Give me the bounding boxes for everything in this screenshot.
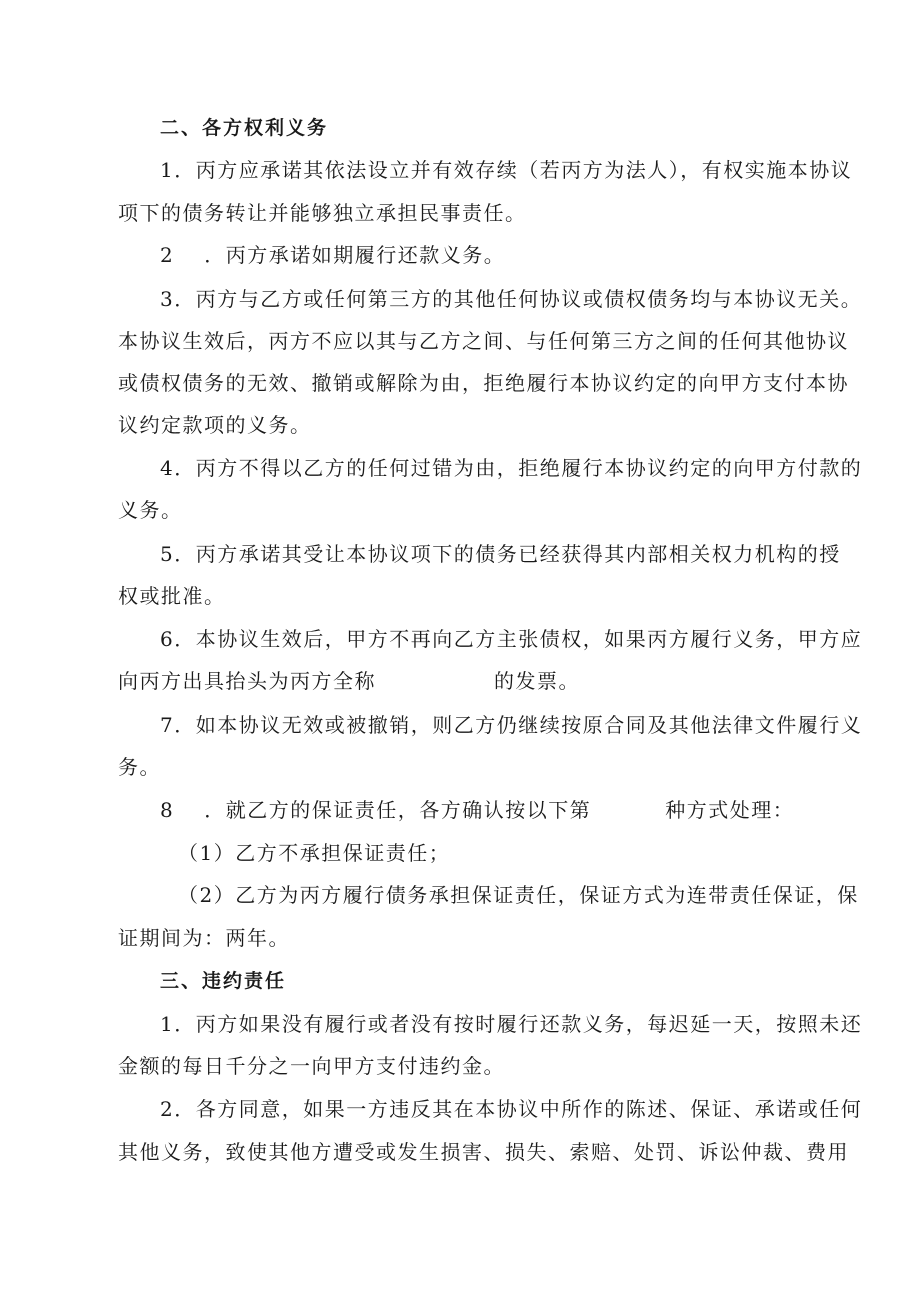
clause-7-line-1: 7．如本协议无效或被撤销，则乙方仍继续按原合同及其他法律文件履行义: [160, 713, 863, 737]
clause-6-line-2-b: 的发票。: [494, 669, 580, 693]
clause-3-line-4: 议约定款项的义务。: [118, 413, 312, 437]
clause-2-number: 2: [160, 243, 175, 267]
clause-5-line-2: 权或批准。: [118, 584, 226, 608]
clause-3-line-3: 或债权债务的无效、撤销或解除为由，拒绝履行本协议约定的向甲方支付本协: [118, 371, 849, 395]
liability-clause-2-line-1: 2．各方同意，如果一方违反其在本协议中所作的陈述、保证、承诺或任何: [160, 1097, 863, 1121]
clause-8: [160, 796, 794, 824]
liability-clause-2-line-2: 其他义务，致使其他方遭受或发生损害、损失、索赔、处罚、诉讼仲裁、费用: [118, 1140, 849, 1164]
clause-3-line-1: 3．丙方与乙方或任何第三方的其他任何协议或债权债务均与本协议无关。: [160, 287, 863, 311]
clause-4-line-2: 义务。: [118, 498, 183, 522]
liability-clause-1-line-2: 金额的每日千分之一向甲方支付违约金。: [118, 1054, 505, 1078]
clause-5-line-1: 5．丙方承诺其受让本协议项下的债务已经获得其内部相关权力机构的授: [160, 542, 841, 566]
clause-2: [160, 241, 505, 269]
clause-8-number: 8: [160, 798, 175, 822]
clause-2-text: ．丙方承诺如期履行还款义务。: [204, 243, 506, 267]
clause-6-line-1: 6．本协议生效后，甲方不再向乙方主张债权，如果丙方履行义务，甲方应: [160, 627, 863, 651]
clause-1-line-2: 项下的债务转让并能够独立承担民事责任。: [118, 201, 527, 225]
option-2-line-1: （2）乙方为丙方履行债务承担保证责任，保证方式为连带责任保证，保: [178, 883, 859, 907]
clause-6-line-2: [118, 667, 580, 695]
section-heading-liability: 三、违约责任: [160, 970, 287, 992]
clause-3-line-2: 本协议生效后，丙方不应以其与乙方之间、与任何第三方之间的任何其他协议: [118, 329, 849, 353]
clause-4-line-1: 4．丙方不得以乙方的任何过错为由，拒绝履行本协议约定的向甲方付款的: [160, 456, 863, 480]
clause-6-line-2-a: 向丙方出具抬头为丙方全称: [118, 669, 376, 693]
clause-8-text-a: ．就乙方的保证责任，各方确认按以下第: [204, 798, 592, 822]
clause-1-line-1: 1．丙方应承诺其依法设立并有效存续（若丙方为法人），有权实施本协议: [160, 158, 853, 182]
section-heading-rights: 二、各方权利义务: [160, 117, 329, 139]
liability-clause-1-line-1: 1．丙方如果没有履行或者没有按时履行还款义务，每迟延一天，按照未还: [160, 1012, 863, 1036]
option-2-line-2: 证期间为：两年。: [118, 926, 290, 950]
clause-8-text-b: 种方式处理：: [665, 798, 795, 822]
clause-7-line-2: 务。: [118, 755, 161, 779]
option-1: （1）乙方不承担保证责任；: [178, 841, 451, 865]
